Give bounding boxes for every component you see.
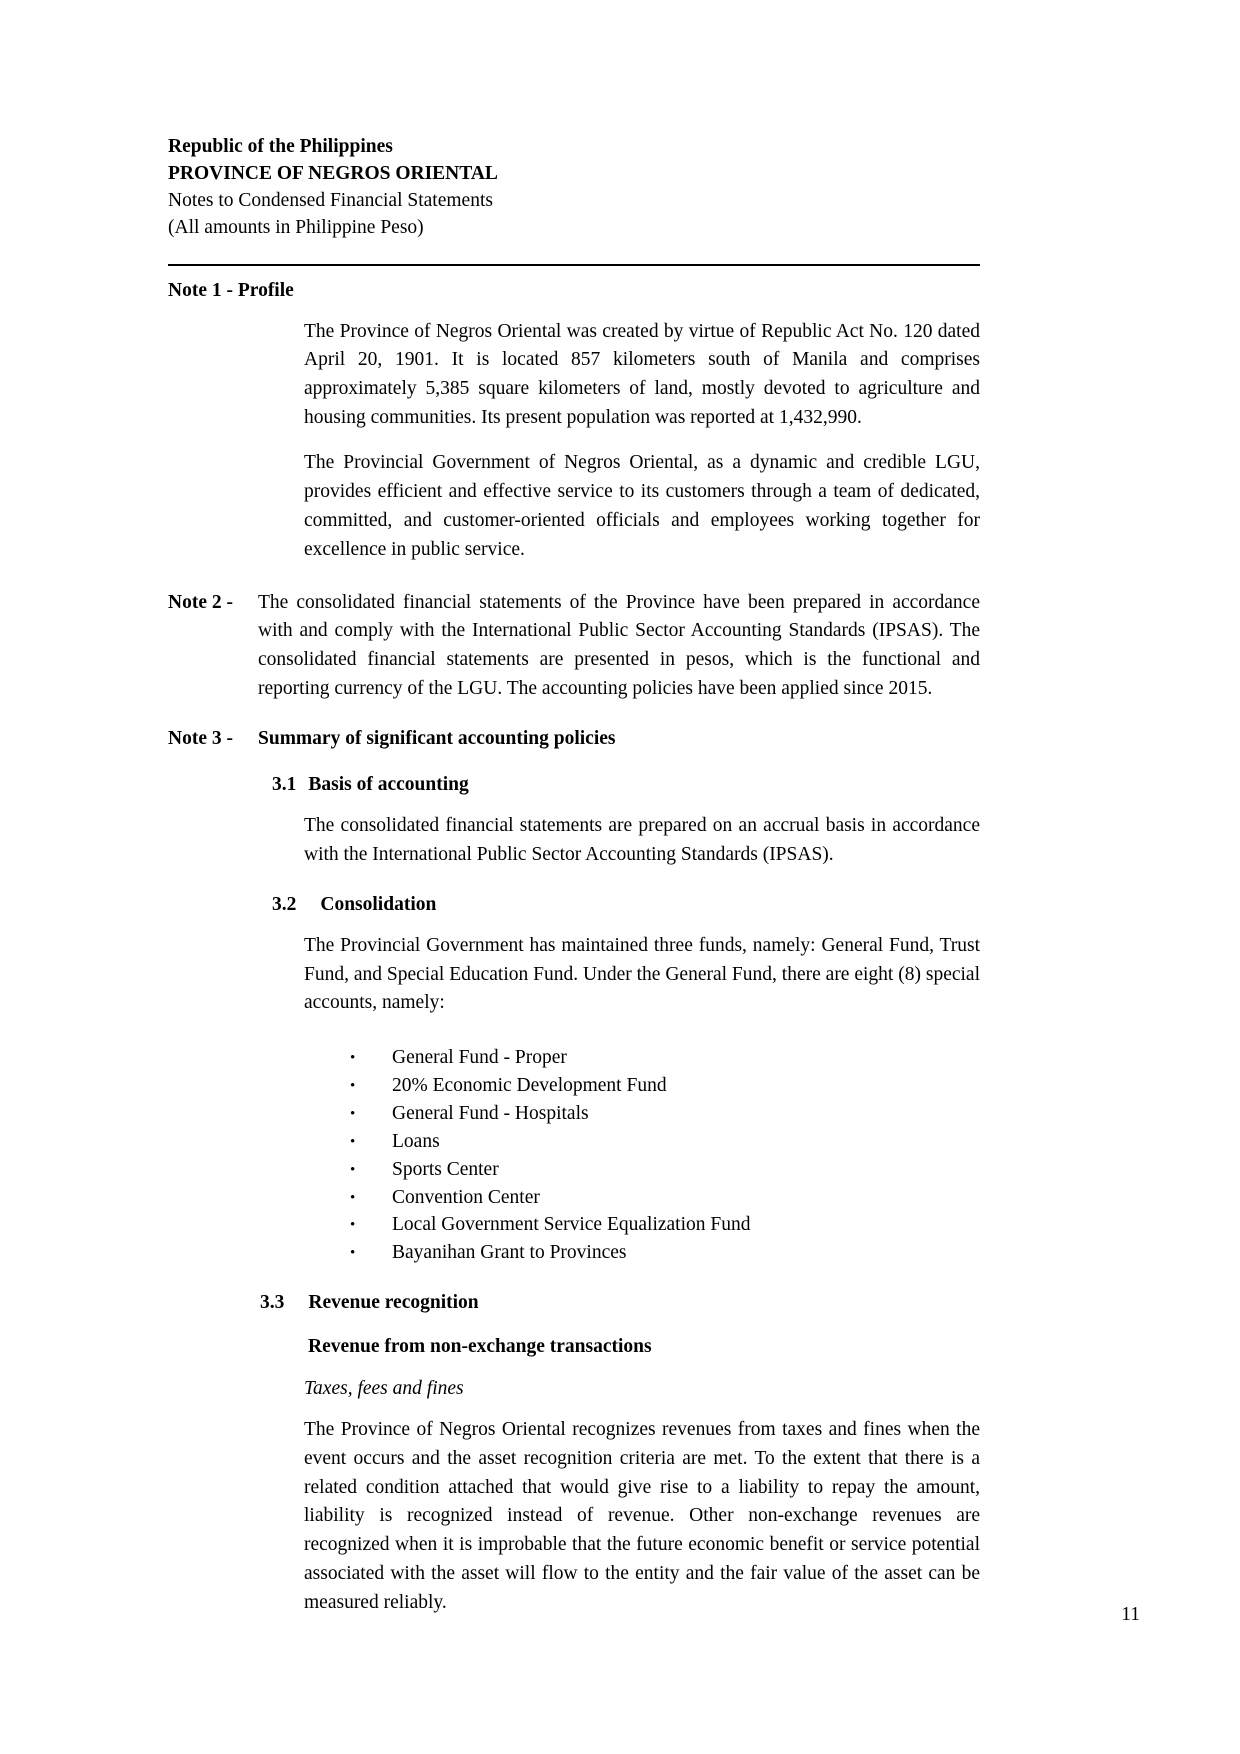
special-account-label: Bayanihan Grant to Provinces: [392, 1242, 627, 1264]
section-3-2-number: 3.2: [272, 893, 297, 915]
section-3-3-italic-heading: Taxes, fees and fines: [304, 1377, 464, 1399]
header-republic: Republic of the Philippines: [168, 136, 393, 157]
section-3-2-heading: [272, 894, 980, 916]
section-3-3-heading: [260, 1292, 980, 1314]
bullet-icon: •: [350, 1105, 356, 1122]
document-header: [168, 134, 980, 242]
bullet-icon: •: [350, 1217, 356, 1234]
note-2-label: Note 2 -: [168, 591, 233, 613]
section-3-1-number: 3.1: [272, 773, 297, 795]
special-account-label: Sports Center: [392, 1158, 499, 1180]
note-1-title: Note 1 - Profile: [168, 279, 294, 301]
section-3-1-paragraph: The consolidated financial statements are prepared on an accrual basis in accordance with the International Public Sector Accounting Standards (IPSAS).: [304, 814, 980, 865]
page-number: 11: [1121, 1604, 1140, 1625]
special-accounts-list: [168, 1044, 980, 1268]
bullet-icon: •: [350, 1049, 356, 1066]
bullet-icon: •: [350, 1133, 356, 1150]
note-1-paragraph-1: The Province of Negros Oriental was created by virtue of Republic Act No. 120 dated April 20, 1901. It is located 857 kilometers south of Manila and comprises approximately 5,385 square kilometers of land, mostly devoted to agriculture and housing communities. Its present population was reported at 1,432,990.: [304, 320, 980, 429]
note-2: [168, 589, 980, 704]
note-3-heading: [168, 728, 980, 750]
section-3-2-title: Consolidation: [320, 893, 437, 915]
section-3-3-paragraph: The Province of Negros Oriental recognizes revenues from taxes and fines when the event occurs and the asset recognition criteria are met. To the extent that there is a related condition attached that would give rise to a liability to repay the amount, liability is recognized instead of revenue. Other non-exchange revenues are recognized when it is improbable that the future economic benefit or service potential associated with the asset will flow to the entity and the fair value of the asset can be measured reliably.: [304, 1418, 980, 1614]
list-item: [350, 1184, 980, 1212]
list-item: [350, 1044, 980, 1072]
list-item: [350, 1212, 980, 1240]
list-item: [350, 1156, 980, 1184]
list-item: [350, 1072, 980, 1100]
list-item: [350, 1128, 980, 1156]
section-3-1-title: Basis of accounting: [308, 773, 469, 795]
header-notes-title: Notes to Condensed Financial Statements: [168, 189, 493, 211]
note-3-label: Note 3 -: [168, 727, 233, 749]
special-account-label: Local Government Service Equalization Fund: [392, 1214, 751, 1236]
header-province: PROVINCE OF NEGROS ORIENTAL: [168, 162, 498, 184]
section-3-3-subheading: Revenue from non-exchange transactions: [308, 1335, 652, 1357]
bullet-icon: •: [350, 1161, 356, 1178]
page-content: [168, 134, 980, 1618]
header-divider: [168, 264, 980, 266]
special-account-label: Convention Center: [392, 1186, 540, 1208]
note-1-paragraph-2: The Provincial Government of Negros Oriental, as a dynamic and credible LGU, provides efficient and effective service to its customers through a team of dedicated, committed, and customer-oriented officials and employees working together for excellence in public service.: [304, 452, 980, 560]
section-3-2-paragraph: The Provincial Government has maintained three funds, namely: General Fund, Trust Fund, and Special Education Fund. Under the General Fund, there are eight (8) special accounts, namely:: [304, 934, 980, 1014]
bullet-icon: •: [350, 1077, 356, 1094]
list-item: [350, 1240, 980, 1268]
special-account-label: General Fund - Proper: [392, 1046, 567, 1068]
note-3-title: Summary of significant accounting policies: [258, 727, 616, 749]
note-2-body: The consolidated financial statements of the Province have been prepared in accordance with and comply with the International Public Sector Accounting Standards (IPSAS). The consolidated financial statements are presented in pesos, which is the functional and reporting currency of the LGU. The accounting policies have been applied since 2015.: [258, 591, 980, 700]
bullet-icon: •: [350, 1189, 356, 1206]
bullet-icon: •: [350, 1245, 356, 1262]
special-account-label: General Fund - Hospitals: [392, 1102, 589, 1124]
header-currency-note: (All amounts in Philippine Peso): [168, 216, 424, 238]
special-account-label: Loans: [392, 1130, 440, 1152]
list-item: [350, 1100, 980, 1128]
section-3-3-title: Revenue recognition: [308, 1291, 479, 1313]
section-3-1-heading: [272, 774, 980, 796]
special-account-label: 20% Economic Development Fund: [392, 1074, 667, 1096]
section-3-3-number: 3.3: [260, 1291, 285, 1313]
